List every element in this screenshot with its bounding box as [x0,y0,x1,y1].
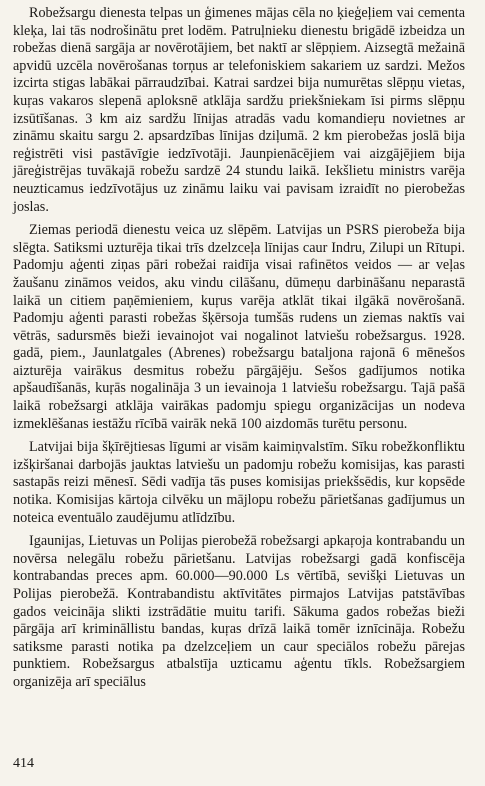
paragraph-contraband: Igaunijas, Lietuvas un Polijas pierobežā robežsargi apkaŗoja kontrabandu un novērsa nelegālu robežu pārietšanu. Latvijas robežsargi gadā konfiscēja kontrabandas preces apm. 60.000—90.000 Ls vērtībā, sevišķi Lietuvas un Polijas pierobežā. Kontrabandistu aktīvitātes pirmajos Latvijas patstāvības gados veicināja slikti izstrādātie muitu tarifi. Sākuma gados robežas bieži pārgāja arī krimināllistu bandas, kuŗas drīzā laikā tomēr iznīcināja. Robežu satiksme parasti notika pa dzelzceļiem un caur speciālos robežu pārejas punktiem. Robežsargus atbalstīja uzticamu aģentu tīkls. Robežsargiem organizēja arī speciālus [13,533,465,690]
paragraph-winter-service: Ziemas periodā dienestu veica uz slēpēm. Latvijas un PSRS pierobeža bija slēgta. Satiksmi uzturēja tikai trīs dzelzceļa līnijas caur Indru, Zilupi un Rītupi. Padomju aģenti ziņas pāri robežai raidīja visai rafinētos veidos — ar veļas žaušanu zināmos veidos, aku vindu cilāšanu, dūmeņu darbināšanu neparastā laikā un citiem paņēmieniem, kuŗus varēja atklāt tikai ilgākā novērošanā. Padomju aģenti parasti robežas šķērsoja tumšās rudens un ziemas naktīs vai vētrās, sadursmēs bieži ievainojot vai nogalinot latviešu robežsargus. 1928. gadā, piem., Jaunlatgales (Abrenes) robežsargu bataljona rajonā 6 mēnešos aizturēja vairākus desmitus robežu pārgājēju. Sešos gadījumos notika apšaudīšanās, kuŗās nogalināja 3 un ievainoja 1 latviešu robežsargu. Tajā pašā laikā robežsargi atklāja vairākas padomju spiegu organizācijas un nodeva izmeklēšanas iestāžu rīcībā vairāk nekā 100 aizdomās turētu personu. [13,222,465,432]
page-number: 414 [13,756,34,771]
paragraph-border-guard-facilities: Robežsargu dienesta telpas un ģimenes mājas cēla no ķieģeļiem vai cementa kleķa, lai tās nodrošinātu pret lodēm. Patruļnieku dienestu brigādē izbeidza un robežas dienā sargāja ar novērotājiem, bet naktī ar slēpņiem. Aizsegtā mežainā apvidū uzcēla novērošanas torņus ar telefoniskiem sakariem uz sardzi. Mežos izcirta stigas labākai pārraudzībai. Katrai sardzei bija numurētas slēpņu vietas, kuŗas vakaros slepenā aploksnē atklāja sardžu priekšniekam īsi pirms slēpņu izsūtīšanas. 3 km aiz sardžu līnijas atradās vadu komandieŗu novietnes ar zināmu skaitu sargu 2. apsardzības līnijas dziļumā. 2 km pierobežas joslā bija reģistrēti visi pastāvīgie iedzīvotāji. Jaunpienācējiem vai aizgājējiem bija jāreģistrējas tuvākajā robežu sardzē 24 stundu laikā. Iekšlietu ministrs varēja neuzticamus iedzīvotājus uz zināmu laiku vai pavisam izraidīt no pierobežas joslas. [13,5,465,215]
paragraph-arbitration-agreements: Latvijai bija šķīrējtiesas līgumi ar visām kaimiņvalstīm. Sīku robežkonfliktu izšķiršanai darbojās jauktas latviešu un padomju robežu komisijas, kas parasti sastapās reizi mēnesī. Sēdi vadīja tās puses komisijas priekšsēdis, kur kopsēde notika. Komisijas kārtoja cilvēku un mājlopu robežu pārietšanas gadījumus un noteica eventuālo zaudējumu atlīdzību. [13,439,465,526]
